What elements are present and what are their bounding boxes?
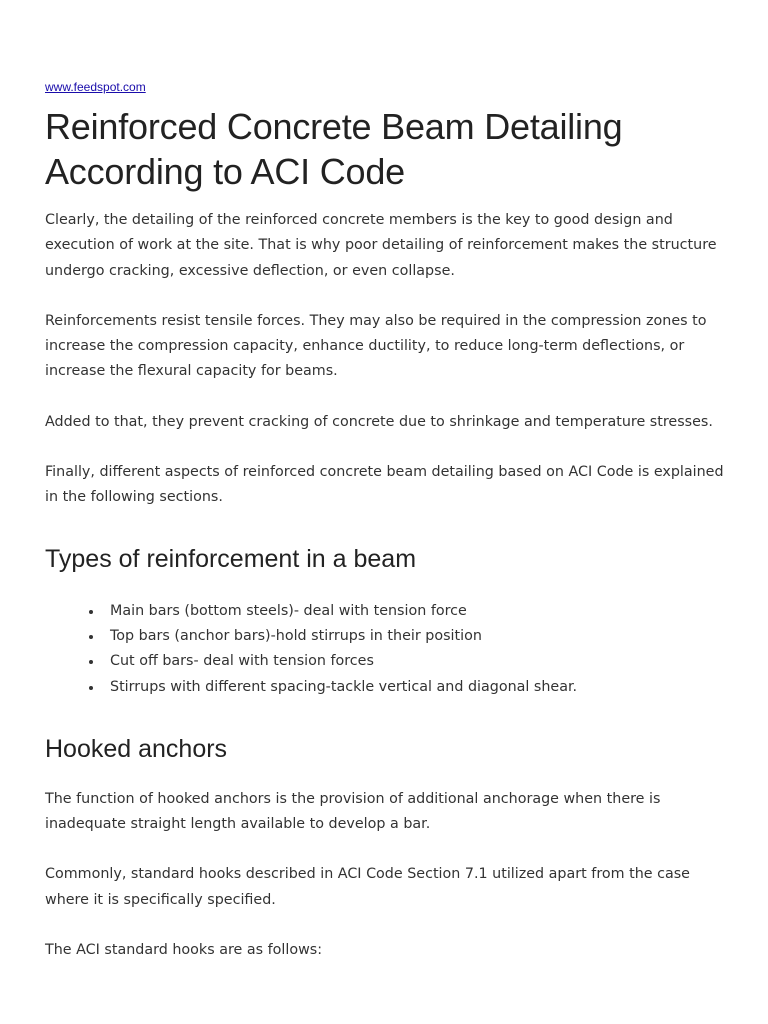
reinforcement-types-list: [45, 599, 735, 700]
list-item: Top bars (anchor bars)-hold stirrups in their position: [110, 624, 735, 649]
section-heading-hooked: Hooked anchors: [45, 734, 228, 763]
hooked-paragraph-2: Commonly, standard hooks described in ACI Code Section 7.1 utilized apart from the case where it is specifically specified.: [45, 866, 690, 908]
article-page: [45, 78, 735, 963]
intro-paragraph-3: Added to that, they prevent cracking of concrete due to shrinkage and temperature stresses.: [45, 413, 713, 430]
list-item: Main bars (bottom steels)- deal with tension force: [110, 599, 735, 624]
intro-paragraph-4: Finally, different aspects of reinforced concrete beam detailing based on ACI Code is explained in the following sections.: [45, 464, 724, 506]
intro-paragraph-2: Reinforcements resist tensile forces. They may also be required in the compression zones to increase the compression capacity, enhance ductility, to reduce long-term deflections, or increase the flexural capacity for beams.: [45, 312, 707, 380]
source-link[interactable]: www.feedspot.com: [45, 80, 146, 94]
article-title: Reinforced Concrete Beam Detailing According to ACI Code: [45, 106, 623, 192]
hooked-paragraph-1: The function of hooked anchors is the provision of additional anchorage when there is inadequate straight length available to develop a bar.: [45, 790, 661, 833]
list-item: Stirrups with different spacing-tackle vertical and diagonal shear.: [110, 675, 735, 700]
intro-paragraph-1: Clearly, the detailing of the reinforced concrete members is the key to good design and execution of work at the site. That is why poor detailing of reinforcement makes the structure undergo cracking, excessive deflection, or even collapse.: [45, 212, 717, 279]
hooked-paragraph-3: The ACI standard hooks are as follows:: [45, 942, 323, 959]
list-item: Cut off bars- deal with tension forces: [110, 649, 735, 674]
section-heading-types: Types of reinforcement in a beam: [45, 544, 417, 573]
